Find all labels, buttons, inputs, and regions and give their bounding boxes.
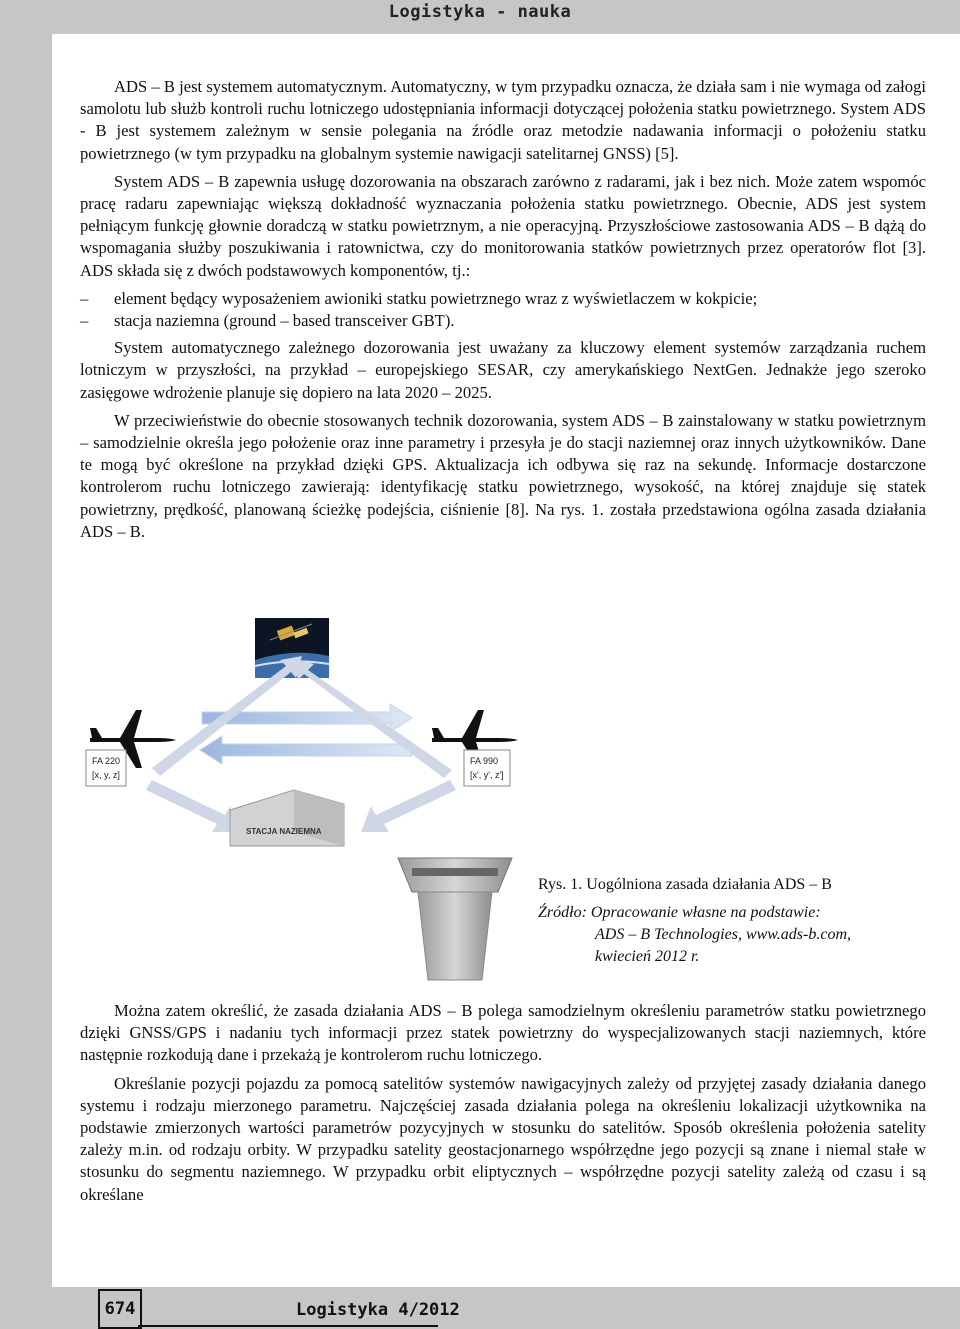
journal-title: Logistyka 4/2012 [296, 1300, 460, 1320]
svg-text:[x, y, z]: [x, y, z] [92, 770, 120, 780]
control-tower [398, 858, 512, 980]
left-margin-band [0, 0, 52, 1329]
footer-rule [138, 1325, 438, 1327]
caption-source: Źródło: Opracowanie własne na podstawie: [538, 904, 821, 921]
list-item: – stacja naziemna (ground – based transceiver GBT). [80, 310, 926, 332]
body-text-top [80, 76, 926, 549]
paragraph: Można zatem określić, że zasada działania ADS – B polega samodzielnym określeniu parametrów statku powietrznego dzięki GNSS/GPS i nadaniu tych informacji przez statek powietrzny do wyspecjalizowanych stacji naziemnych, które następnie rozkodują dane i przekażą je kontrolerom ruchu lotniczego. [80, 1001, 926, 1065]
caption-source: ADS – B Technologies, www.ads-b.com, [595, 926, 851, 943]
ads-b-diagram [80, 610, 530, 990]
paragraph: ADS – B jest systemem automatycznym. Automatyczny, w tym przypadku oznacza, że działa sam i nie wymaga od załogi samolotu lub służb kontroli ruchu lotniczego udostępniania informacji dotyczącej położenia statku powietrznego. System ADS - B jest systemem zależnym w sensie polegania na źródle oraz metodzie nadawania informacji o położeniu statku powietrznego (w tym przypadku na globalnym systemie nawigacji satelitarnej GNSS) [5]. [80, 77, 926, 163]
plane-right-label [464, 750, 510, 786]
component-list [80, 288, 926, 332]
paragraph: Określanie pozycji pojazdu za pomocą satelitów systemów nawigacyjnych zależy od przyjętej zasady działania danego systemu i rodzaju mierzonego parametru. Najczęściej zasada działania polega na określeniu lokalizacji użytkownika na podstawie zmierzonych wartości parametrów pozycyjnych w stosunku do satelitów. Sposób określenia położenia satelity zależy m.in. od rodzaju orbity. W przypadku satelity geostacjonarnego współrzędne jego pozycji są znane i niemal stałe w stosunku do segmentu naziemnego. W przypadku orbit eliptycznych – współrzędne pozycji satelity zależą od czasu i są określane [80, 1073, 926, 1204]
body-text-bottom [80, 1000, 926, 1212]
footer-band [0, 1287, 960, 1329]
paragraph: System automatycznego zależnego dozorowania jest uważany za kluczowy element systemów zarządzania ruchem lotniczym w przyszłości, na przykład – europejskiego SESAR, czy amerykańskiego NextGen. Jednakże jego szeroko zasięgowe wdrożenie planuje się dopiero na lata 2020 – 2025. [80, 338, 926, 402]
svg-text:STACJA NAZIEMNA: STACJA NAZIEMNA [246, 827, 322, 836]
svg-text:FA 990: FA 990 [470, 756, 499, 766]
plane-left-label [86, 750, 126, 786]
svg-text:FA 220: FA 220 [92, 756, 121, 766]
paragraph: System ADS – B zapewnia usługę dozorowania na obszarach zarówno z radarami, jak i bez nich. Może zatem wspomóc pracę radaru zapewniając większą dokładność wyznaczania położenia statku powietrznego. Obecnie, ADS jest system pełniącym funkcję głownie doradczą w statku powietrznym, a nie operacyjną. Przyszłościowe zastosowania ADS – B dążą do wspomagania służby poszukiwania i ratownictwa, czy do monitorowania statków powietrznych przez operatorów flot [3]. ADS składa się z dwóch podstawowych komponentów, tj.: [80, 171, 926, 280]
svg-text:[x', y', z']: [x', y', z'] [470, 770, 504, 780]
caption-source: kwiecień 2012 r. [595, 948, 700, 965]
page-number: 674 [98, 1289, 142, 1329]
paragraph: W przeciwieństwie do obecnie stosowanych technik dozorowania, system ADS – B zainstalowany w statku powietrznym – samodzielnie określa jego położenie oraz inne parametry i przesyła je do stacji naziemnej oraz innych użytkowników. Dane te mogą być określone na przykład dzięki GPS. Aktualizacja ich odbywa się raz na sekundę. Informacje dostarczone kontrolerom ruchu lotniczego zawierają: identyfikację statku powietrznego, wysokość, na której znajduje się statek powietrzny, prędkość, planowaną ścieżkę podejścia, ciśnienie [8]. Na rys. 1. została przedstawiona ogólna zasada działania ADS – B. [80, 410, 926, 541]
caption-title: Rys. 1. Uogólniona zasada działania ADS – B [538, 876, 832, 893]
ground-station-building [230, 790, 344, 846]
running-header: Logistyka - nauka [388, 2, 572, 22]
list-item: – element będący wyposażeniem awioniki statku powietrznego wraz z wyświetlaczem w kokpicie; [80, 288, 926, 310]
figure-caption [538, 874, 938, 968]
